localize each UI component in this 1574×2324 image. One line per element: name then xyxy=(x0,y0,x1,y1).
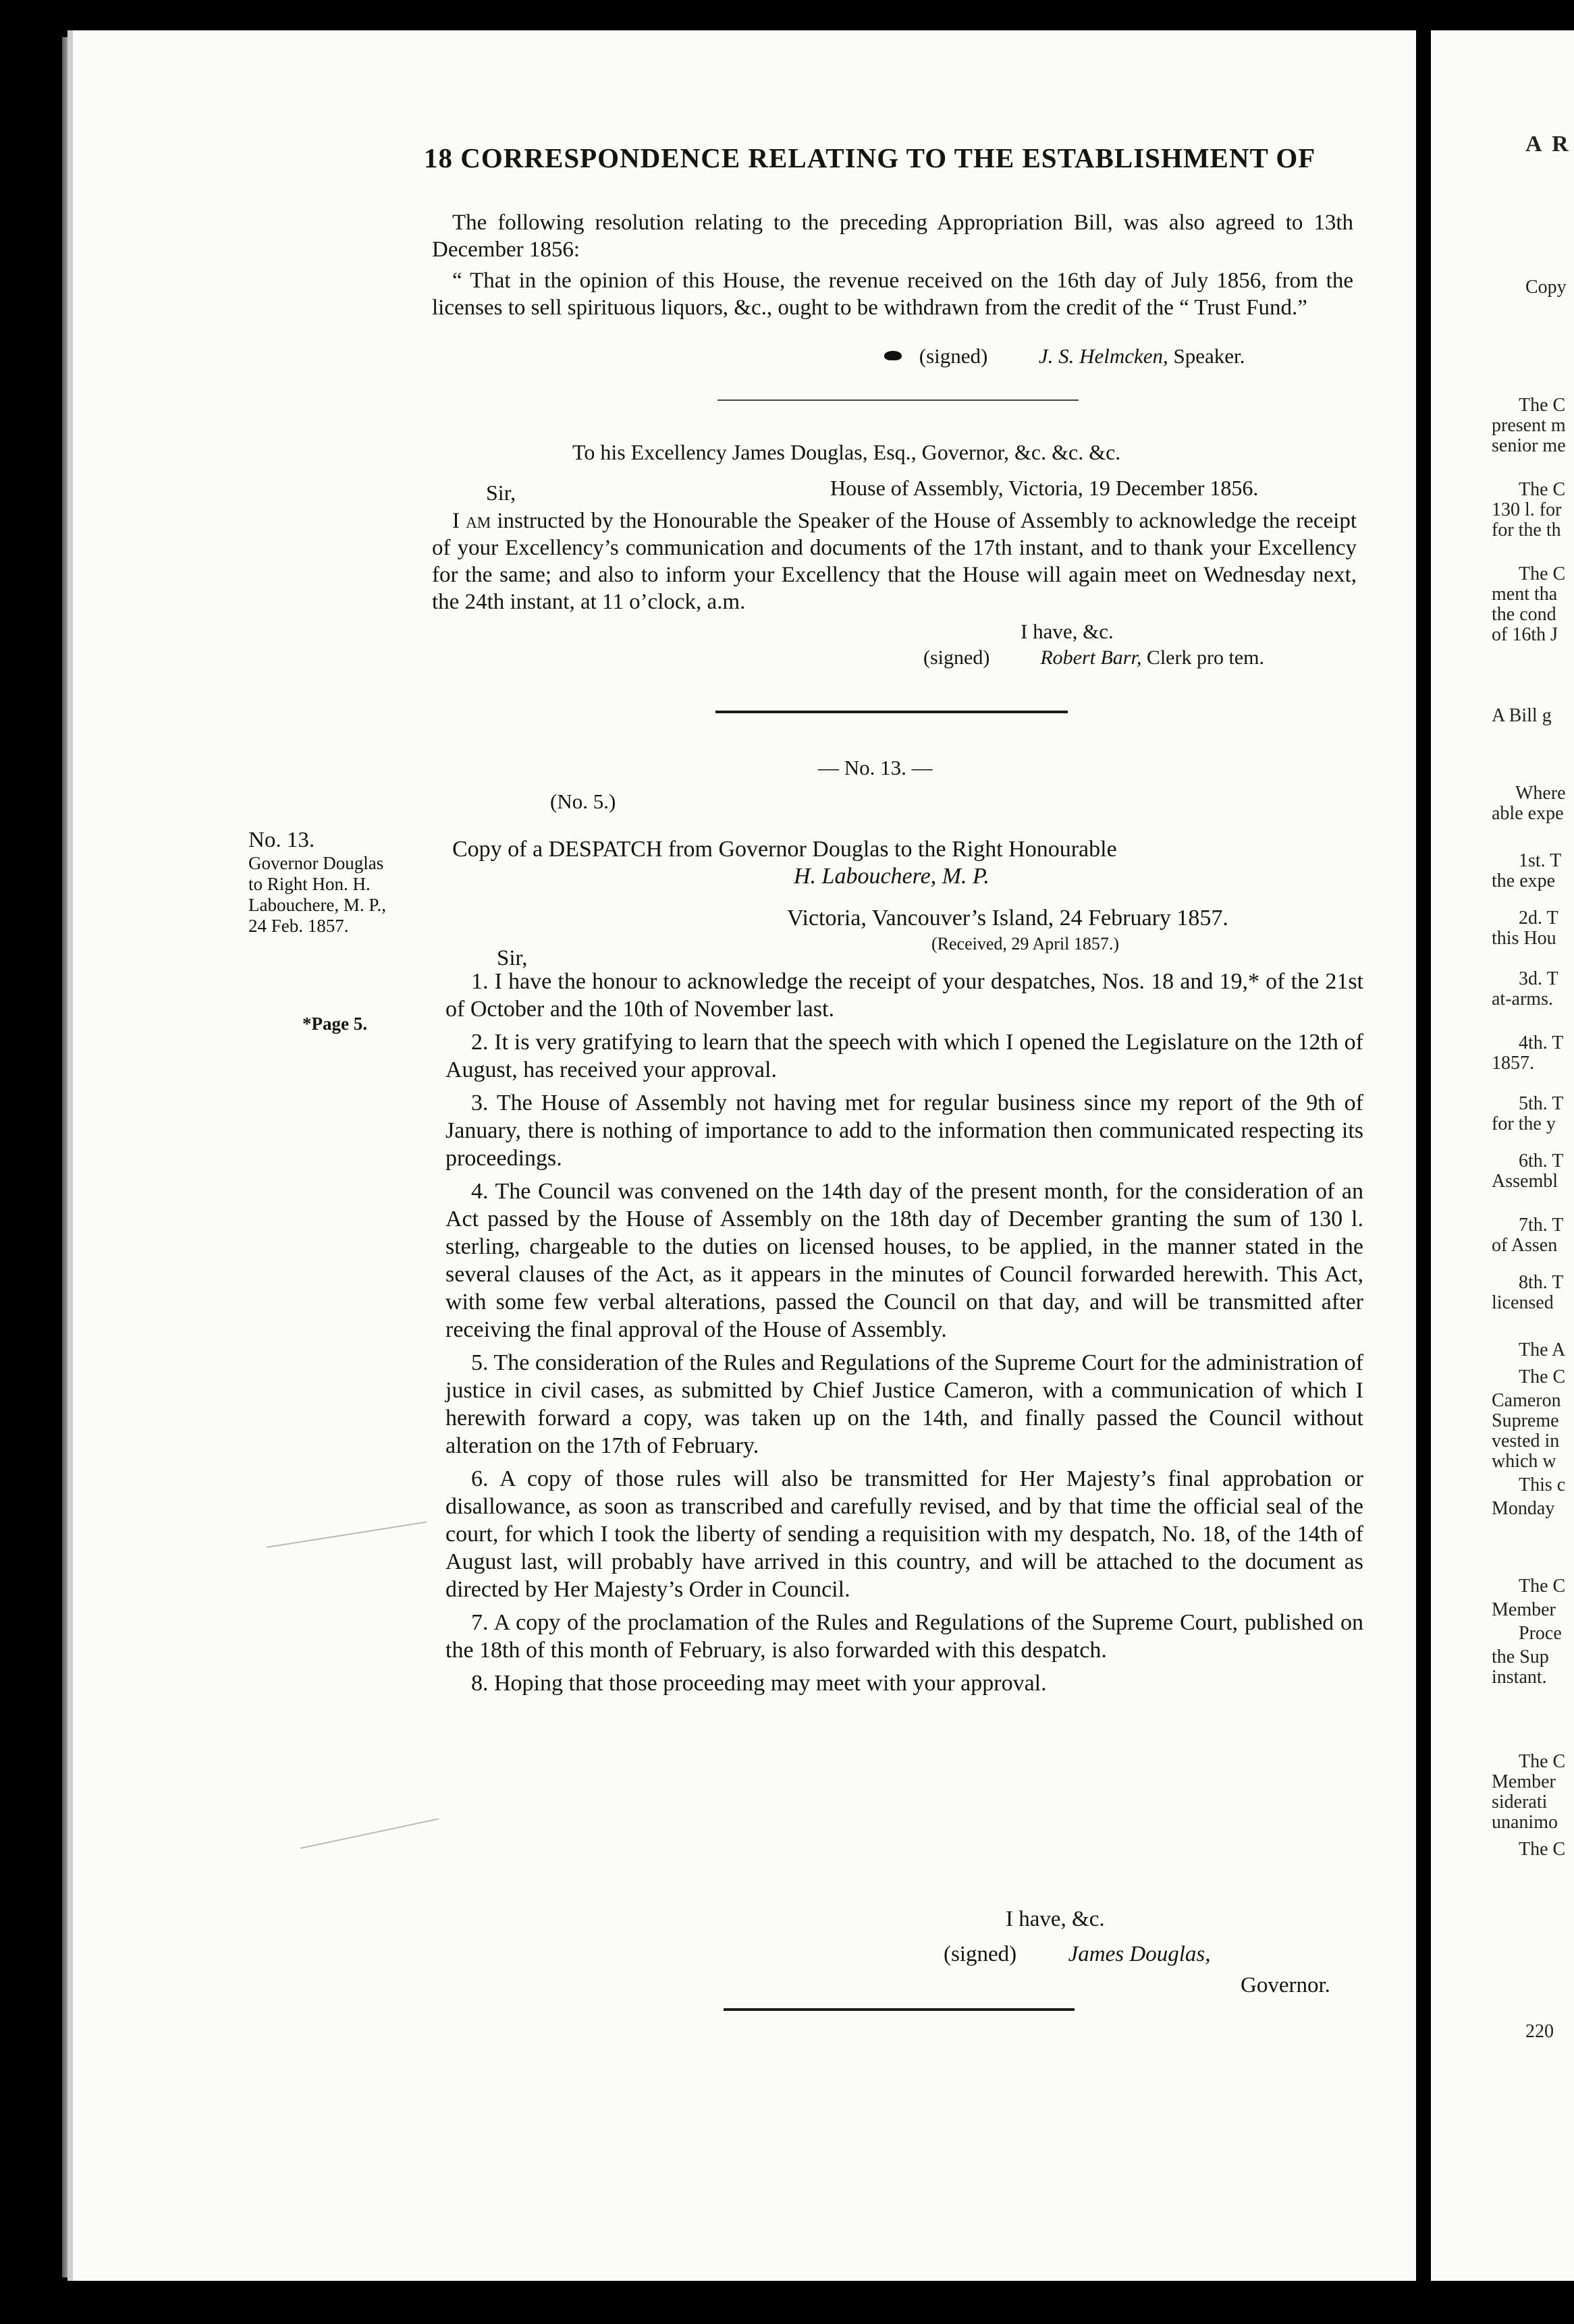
letter-body xyxy=(432,507,1357,615)
signer-title: Clerk pro tem. xyxy=(1146,646,1264,669)
letter-addressee: To his Excellency James Douglas, Esq., Governor, &c. &c. &c. xyxy=(572,440,1121,464)
adjacent-page-line: senior me xyxy=(1492,435,1566,456)
adjacent-page-line: The C xyxy=(1519,1366,1566,1387)
letter-body-text: instructed by the Honourable the Speaker of the House of Assembly to acknowledge the receipt of your Excellency’s communication and documents of the 17th instant, and to thank your Excellency for the same; and also to inform your Excellency that the House will again meet on Wednesday next, the 24th instant, at 11 o’clock, a.m. xyxy=(432,509,1357,614)
adjacent-page-line: this Hou xyxy=(1492,928,1556,949)
signer-name: James Douglas, xyxy=(1068,1942,1211,1966)
margin-footnote: *Page 5. xyxy=(302,1014,367,1034)
adjacent-page-line: 2d. T xyxy=(1519,908,1558,929)
letter-closing: I have, &c. xyxy=(1021,619,1114,643)
margin-note-line: 24 Feb. 1857. xyxy=(248,916,349,936)
adjacent-page-line: 130 l. for xyxy=(1492,499,1562,520)
adjacent-page-line: The C xyxy=(1519,479,1566,500)
adjacent-page-line: A Bill g xyxy=(1492,705,1552,726)
despatch-paragraph: 1. I have the honour to acknowledge the receipt of your despatches, Nos. 18 and 19,* of the 21st of October and the 10th of November last. xyxy=(445,969,1363,1022)
resolution-quote: “ That in the opinion of this House, the revenue received on the 16th day of July 1856, from the licenses to sell spirituous liquors, &c., ought to be withdrawn from the credit of the “ Trust Fund.” xyxy=(432,269,1353,320)
adjacent-page-line: Monday xyxy=(1492,1498,1555,1519)
signer-name: Robert Barr, xyxy=(1040,646,1142,669)
signed-label: (signed) xyxy=(919,344,988,368)
despatch-paragraph: 2. It is very gratifying to learn that the speech with which I opened the Legislature on the 12th of August, has received your approval. xyxy=(445,1030,1363,1082)
adjacent-page-line: 3d. T xyxy=(1519,968,1558,989)
ink-mark-icon xyxy=(884,351,902,360)
adjacent-page-line: the expe xyxy=(1492,870,1556,891)
divider-rule xyxy=(717,399,1079,401)
adjacent-page-line: 6th. T xyxy=(1519,1151,1564,1171)
letter-place-date: House of Assembly, Victoria, 19 December 1856. xyxy=(830,476,1259,500)
despatch-received: (Received, 29 April 1857.) xyxy=(931,934,1119,953)
adjacent-page-line: 8th. T xyxy=(1519,1272,1564,1293)
adjacent-page-line: 5th. T xyxy=(1519,1093,1564,1114)
adjacent-page-line: 220 xyxy=(1525,2021,1554,2042)
divider-rule xyxy=(715,711,1068,713)
signer-name: J. S. Helmcken, xyxy=(1038,344,1168,368)
letter-opening: I am xyxy=(452,509,491,533)
despatch-recipient: H. Labouchere, M. P. xyxy=(794,864,989,889)
margin-note-line: Labouchere, M. P., xyxy=(248,895,386,915)
despatch-paragraph: 6. A copy of those rules will also be transmitted for Her Majesty’s final approbation or disallowance, as soon as transcribed and carefully revised, and by that time the official seal of the court, for which I took the liberty of sending a requisition with my despatch, No. 18, of the 14th of August last, will probably have arrived in this country, and will be attached to the document as directed by Her Majesty’s Order in Council. xyxy=(445,1466,1363,1602)
margin-note xyxy=(248,827,386,937)
despatch-paragraph: 3. The House of Assembly not having met for regular business since my report of the 9th of January, there is nothing of importance to add to the information then communicated respecting its proceedings. xyxy=(445,1090,1363,1171)
adjacent-page-line: of 16th J xyxy=(1492,624,1558,645)
despatch-signature xyxy=(944,1942,1210,1967)
despatch-title: Copy of a DESPATCH from Governor Douglas to the Right Honourable xyxy=(452,837,1117,862)
adjacent-page-line: the cond xyxy=(1492,604,1556,625)
margin-note-number: No. 13. xyxy=(248,828,315,852)
despatch-paragraph: 5. The consideration of the Rules and Regulations of the Supreme Court for the administration of justice in civil cases, as submitted by Chief Justice Cameron, with a communication of which I herewith forward a copy, was taken up on the 14th, and finally passed the Council without alteration on the 17th of February. xyxy=(445,1350,1363,1458)
page-header: 18 CORRESPONDENCE RELATING TO THE ESTABLISHMENT OF xyxy=(424,142,1316,173)
adjacent-page-line: ment tha xyxy=(1492,584,1558,605)
adjacent-page xyxy=(1431,30,1574,2281)
adjacent-page-line: the Sup xyxy=(1492,1647,1549,1667)
margin-note-line: Governor Douglas xyxy=(248,853,384,873)
despatch-paragraph: 8. Hoping that those proceeding may meet with your approval. xyxy=(471,1671,1047,1696)
divider-rule xyxy=(724,2008,1075,2011)
despatch-place-date: Victoria, Vancouver’s Island, 24 February 1857. xyxy=(787,906,1228,931)
adjacent-page-line: able expe xyxy=(1492,803,1564,824)
despatch-body xyxy=(445,968,1363,1703)
despatch-number: (No. 5.) xyxy=(550,790,616,813)
signer-title: Speaker. xyxy=(1173,344,1245,368)
adjacent-page-line: siderati xyxy=(1492,1792,1548,1813)
adjacent-page-line: which w xyxy=(1492,1451,1556,1472)
signer-title: Governor. xyxy=(1241,1973,1330,1997)
letter-signature xyxy=(923,646,1264,669)
despatch-paragraph: 4. The Council was convened on the 14th day of the present month, for the consideration of an Act passed by the House of Assembly on the 18th day of December granting the sum of 130 l. sterling, chargeable to the duties on licensed houses, to be applied, in the manner stated in the several clauses of the Act, as it appears in the minutes of Council forwarded herewith. This Act, with some few verbal alterations, passed the Council on that day, and will be transmitted after receiving the final approval of the House of Assembly. xyxy=(445,1179,1363,1342)
adjacent-page-line: Proce xyxy=(1519,1623,1562,1644)
adjacent-page-line: for the th xyxy=(1492,520,1561,541)
adjacent-page-line: at-arms. xyxy=(1492,989,1553,1009)
adjacent-page-line: The C xyxy=(1519,395,1566,416)
adjacent-page-line: The C xyxy=(1519,563,1566,584)
adjacent-page-line: for the y xyxy=(1492,1113,1556,1134)
adjacent-page-line: The A xyxy=(1519,1339,1566,1360)
signed-label: (signed) xyxy=(944,1942,1017,1966)
adjacent-page-line: The C xyxy=(1519,1839,1566,1860)
adjacent-page-line: The C xyxy=(1519,1751,1566,1772)
adjacent-page-header: A R xyxy=(1525,132,1571,157)
adjacent-page-line: instant. xyxy=(1492,1667,1547,1688)
adjacent-page-line: 4th. T xyxy=(1519,1032,1564,1053)
adjacent-page-line: This c xyxy=(1519,1474,1566,1495)
adjacent-page-line: 1st. T xyxy=(1519,850,1562,871)
adjacent-page-line: licensed xyxy=(1492,1292,1554,1313)
adjacent-page-line: of Assen xyxy=(1492,1235,1558,1256)
despatch-paragraph: 7. A copy of the proclamation of the Rules and Regulations of the Supreme Court, published on the 18th of this month of February, is also forwarded with this despatch. xyxy=(445,1610,1363,1663)
despatch-closing: I have, &c. xyxy=(1006,1907,1105,1931)
adjacent-page-line: Supreme xyxy=(1492,1410,1559,1431)
adjacent-page-line: Cameron xyxy=(1492,1390,1561,1411)
adjacent-page-line: 1857. xyxy=(1492,1053,1534,1074)
adjacent-page-line: Member xyxy=(1492,1771,1556,1792)
resolution-intro: The following resolution relating to the preceding Appropriation Bill, was also agreed to 13th December 1856: xyxy=(432,211,1353,262)
adjacent-page-line: unanimo xyxy=(1492,1812,1558,1833)
adjacent-page-line: 7th. T xyxy=(1519,1215,1564,1236)
letter-salutation: Sir, xyxy=(486,480,516,505)
margin-note-line: to Right Hon. H. xyxy=(248,874,371,894)
adjacent-page-line: Member xyxy=(1492,1599,1556,1620)
section-number: — No. 13. — xyxy=(818,756,933,779)
resolution-signature xyxy=(884,344,1245,368)
adjacent-page-line: Where xyxy=(1515,783,1566,804)
signed-label: (signed) xyxy=(923,646,990,669)
adjacent-page-line: present m xyxy=(1492,415,1566,436)
adjacent-page-line: vested in xyxy=(1492,1431,1560,1451)
despatch-salutation: Sir, xyxy=(497,946,528,970)
adjacent-page-line: Assembl xyxy=(1492,1171,1558,1192)
adjacent-page-line: The C xyxy=(1519,1576,1566,1597)
adjacent-page-line: Copy xyxy=(1525,277,1567,298)
